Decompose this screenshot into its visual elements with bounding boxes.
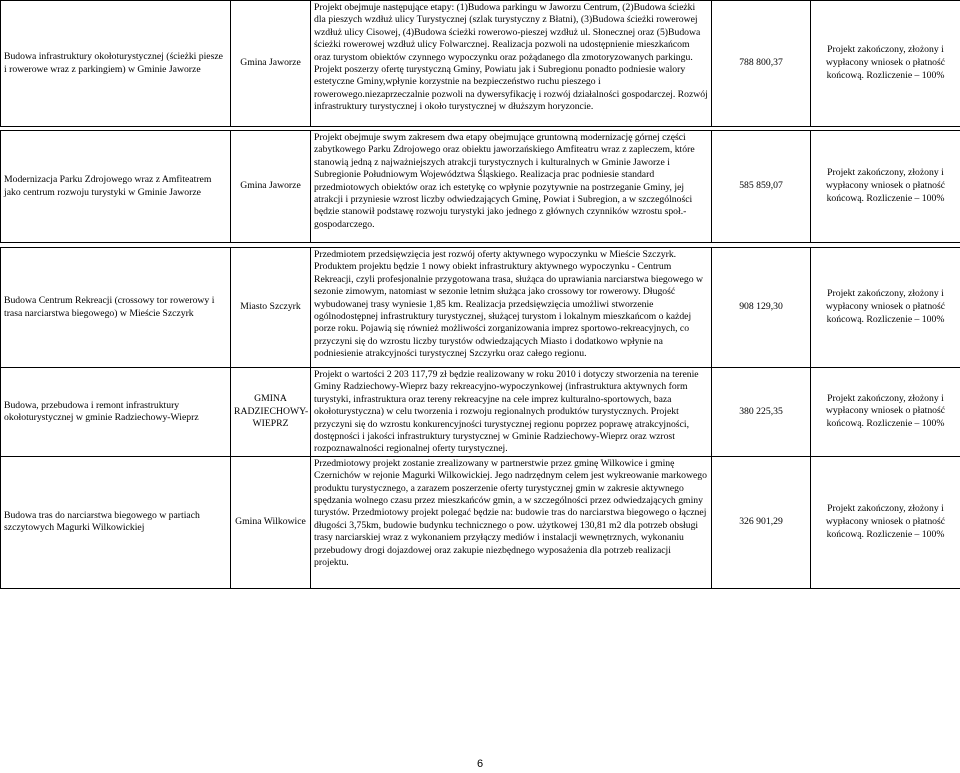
table-row (1, 368, 960, 457)
amount-cell: 326 901,29 (712, 456, 811, 588)
table-row (1, 131, 960, 243)
beneficiary-cell: GMINA RADZIECHOWY-WIEPRZ (231, 368, 311, 457)
description-cell: Przedmiotem przedsięwzięcia jest rozwój oferty aktywnego wypoczynku w Mieście Szczyrk. Produktem projektu będzie 1 nowy obiekt infrastruktury aktywnego wypoczynku - Centrum Rekreacji, czyli profesjonalnie przygotowana trasa, służąca do uprawiania narciarstwa biegowego w sezonie zimowym, natomiast w sezonie letnim służąca jako crossowy tor rowerowy. Długość wybudowanej trasy wyniesie 1,85 km. Realizacja przedsięwzięcia umożliwi stworzenie ogólnodostępnej infrastruktury turystycznej, służącej turystom i lokalnym mieszkańcom o każdej porze roku. Pojawią się również możliwości zorganizowania imprez sportowo-rekreacyjnych, co przyczyni się do wzrostu liczby turystów odwiedzających Miasto i dodatkowo wpłynie na podniesienie atrakcyjności turystycznej Szczyrku oraz całego regionu. (311, 248, 712, 368)
page-number: 6 (476, 758, 484, 770)
project-name-cell: Budowa, przebudowa i remont infrastruktury okołoturystycznej w gminie Radziechowy-Wieprz (1, 368, 231, 457)
description-cell: Projekt o wartości 2 203 117,79 zł będzie realizowany w roku 2010 i dotyczy stworzenia na terenie Gminy Radziechowy-Wieprz bazy rekreacyjno-wypoczynkowej (infrastruktura aktywnych form turystyki, infrastruktura oraz tereny rekreacyjne na cele imprez kulturalno-sportowych, baza okołoturystyczna) w celu tworzenia i rozwoju regionalnych produktów turystycznych. Projekt przyczyni się do wzrostu konkurencyjności turystycznej regionu poprzez poprawę atrakcyjności, dostępności i jakości infrastruktury turystycznej w Gminie Radziechowy-Wieprz oraz wzrost rozpoznawalności regionalnej oferty turystycznej. (311, 368, 712, 457)
beneficiary-cell: Gmina Wilkowice (231, 456, 311, 588)
description-cell: Projekt obejmuje swym zakresem dwa etapy obejmujące gruntowną modernizację górnej części zabytkowego Parku Zdrojowego oraz obiektu jaworzańskiego Amfiteatru wraz z zapleczem, które stanowią jedną z najważniejszych atrakcji turystycznych i kulturalnych w Gminie Jaworze i Subregionie Południowym Województwa Śląskiego. Realizacja prac podniesie standard przedmiotowych obiektów oraz ich estetykę co wpłynie pozytywnie na postrzeganie Gminy, jej atrakcji i przyniesie wzrost liczby odwiedzających Gminę, Powiat i Subregion, a w szczególności będzie stanowił podstawę rozwoju turystyki jako jednego z głównych czynników wzrostu społ.-gospodarczego. (311, 131, 712, 243)
description-cell: Przedmiotowy projekt zostanie zrealizowany w partnerstwie przez gminę Wilkowice i gminę Czernichów w rejonie Magurki Wilkowickiej. Jego nadrzędnym celem jest wykreowanie markowego produktu turystycznego, a zarazem poszerzenie oferty turystycznej gmin w zakresie aktywnego spędzania wolnego czasu przez mieszkańców gmin, a w szczególności przez odwiedzających gminy turystów. Przedmiotowy projekt polegać będzie na: budowie tras do narciarstwa biegowego o łącznej długości 3,75km, budowie budynku technicznego o pow. użytkowej 130,81 m2 dla potrzeb obsługi trasy narciarskiej wraz z wykonaniem przyłączy mediów i instalacji wewnętrznych, wykonaniu przebudowy drogi dojazdowej oraz zakupie niezbędnego wyposażenia dla potrzeb realizacji projektu. (311, 456, 712, 588)
status-cell: Projekt zakończony, złożony i wypłacony wniosek o płatność końcową. Rozliczenie – 100% (811, 368, 960, 457)
status-cell: Projekt zakończony, złożony i wypłacony wniosek o płatność końcową. Rozliczenie – 100% (811, 248, 960, 368)
amount-cell: 908 129,30 (712, 248, 811, 368)
project-name-cell: Budowa Centrum Rekreacji (crossowy tor rowerowy i trasa narciarstwa biegowego) w Mieście Szczyrk (1, 248, 231, 368)
amount-cell: 788 800,37 (712, 1, 811, 127)
amount-cell: 380 225,35 (712, 368, 811, 457)
beneficiary-cell: Miasto Szczyrk (231, 248, 311, 368)
project-name-cell: Modernizacja Parku Zdrojowego wraz z Amfiteatrem jako centrum rozwoju turystyki w Gminie Jaworze (1, 131, 231, 243)
project-name-cell: Budowa infrastruktury okołoturystycznej (ścieżki piesze i rowerowe wraz z parkingiem) w Gminie Jaworze (1, 1, 231, 127)
amount-cell: 585 859,07 (712, 131, 811, 243)
table-row (1, 456, 960, 588)
beneficiary-cell: Gmina Jaworze (231, 1, 311, 127)
description-cell: Projekt obejmuje następujące etapy: (1)Budowa parkingu w Jaworzu Centrum, (2)Budowa ścieżki dla pieszych wzdłuż ulicy Turystycznej (szlak turystyczny z Błatni), (3)Budowa ścieżki rowerowej wzdłuż ulicy Cisowej, (4)Budowa ścieżki rowerowo-pieszej wzdłuż ul. Słonecznej oraz (5)Budowa ścieżki rowerowej wzdłuż ulicy Folwarcznej. Realizacja pozwoli na udostępnienie mieszkańcom oraz turystom obiektów czynnego wypoczynku oraz pożądanego dla zmotoryzowanych parkingu. Projekt poszerzy ofertę turystyczną Gminy, Powiatu jak i Subregionu ponadto podniesie walory estetyczne Gminy,wpłynie korzystnie na bezpieczeństwo ruchu pieszego i rowerowego.niezaprzeczalnie pozwoli na dywersyfikację i rozwój działalności gospodarczej. Rozwój infrastruktury turystycznej i około turystycznej w dłuższym horyzoncie. (311, 1, 712, 127)
status-cell: Projekt zakończony, złożony i wypłacony wniosek o płatność końcową. Rozliczenie – 100% (811, 456, 960, 588)
project-name-cell: Budowa tras do narciarstwa biegowego w partiach szczytowych Magurki Wilkowickiej (1, 456, 231, 588)
table-row (1, 1, 960, 127)
status-cell: Projekt zakończony, złożony i wypłacony wniosek o płatność końcową. Rozliczenie – 100% (811, 131, 960, 243)
beneficiary-cell: Gmina Jaworze (231, 131, 311, 243)
table-row (1, 248, 960, 368)
status-cell: Projekt zakończony, złożony i wypłacony wniosek o płatność końcową. Rozliczenie – 100% (811, 1, 960, 127)
